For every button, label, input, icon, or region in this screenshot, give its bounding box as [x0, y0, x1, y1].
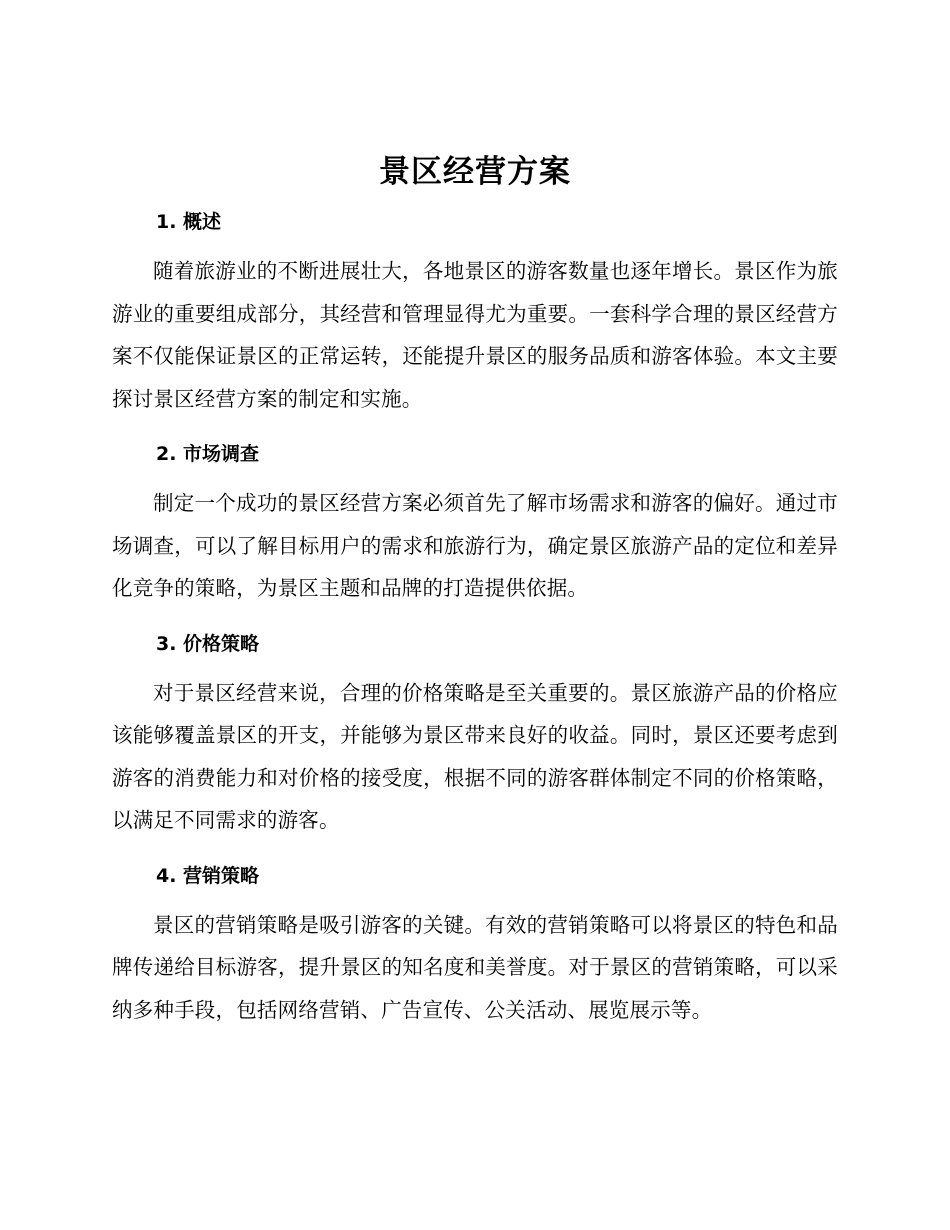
document-title: 景区经营方案 [379, 154, 571, 190]
section-heading: 2. 市场调查 [156, 443, 260, 465]
section-paragraph: 制定一个成功的景区经营方案必须首先了解市场需求和游客的偏好。通过市场调查，可以了解目标用户的需求和旅游行为，确定景区旅游产品的定位和差异化竞争的策略，为景区主题和品牌的打造提供依据。 [112, 491, 838, 600]
section-paragraph: 景区的营销策略是吸引游客的关键。有效的营销策略可以将景区的特色和品牌传递给目标游客，提升景区的知名度和美誉度。对于景区的营销策略，可以采纳多种手段，包括网络营销、广告宣传、公关活动、展览展示等。 [112, 912, 838, 1022]
section-paragraph: 对于景区经营来说，合理的价格策略是至关重要的。景区旅游产品的价格应该能够覆盖景区的开支，并能够为景区带来良好的收益。同时，景区还要考虑到游客的消费能力和对价格的接受度，根据不同的游客群体制定不同的价格策略，以满足不同需求的游客。 [112, 680, 838, 832]
section-marketing-strategy [112, 854, 838, 1032]
section-market-research [112, 432, 838, 610]
section-heading: 1. 概述 [156, 211, 222, 233]
section-heading: 4. 营销策略 [156, 864, 260, 887]
section-paragraph: 随着旅游业的不断进展壮大，各地景区的游客数量也逐年增长。景区作为旅游业的重要组成部分，其经营和管理显得尤为重要。一套科学合理的景区经营方案不仅能保证景区的正常运转，还能提升景区的服务品质和游客体验。本文主要探讨景区经营方案的制定和实施。 [112, 259, 838, 411]
section-overview [112, 200, 838, 420]
section-pricing-strategy [112, 622, 838, 842]
section-heading: 3. 价格策略 [156, 632, 260, 655]
